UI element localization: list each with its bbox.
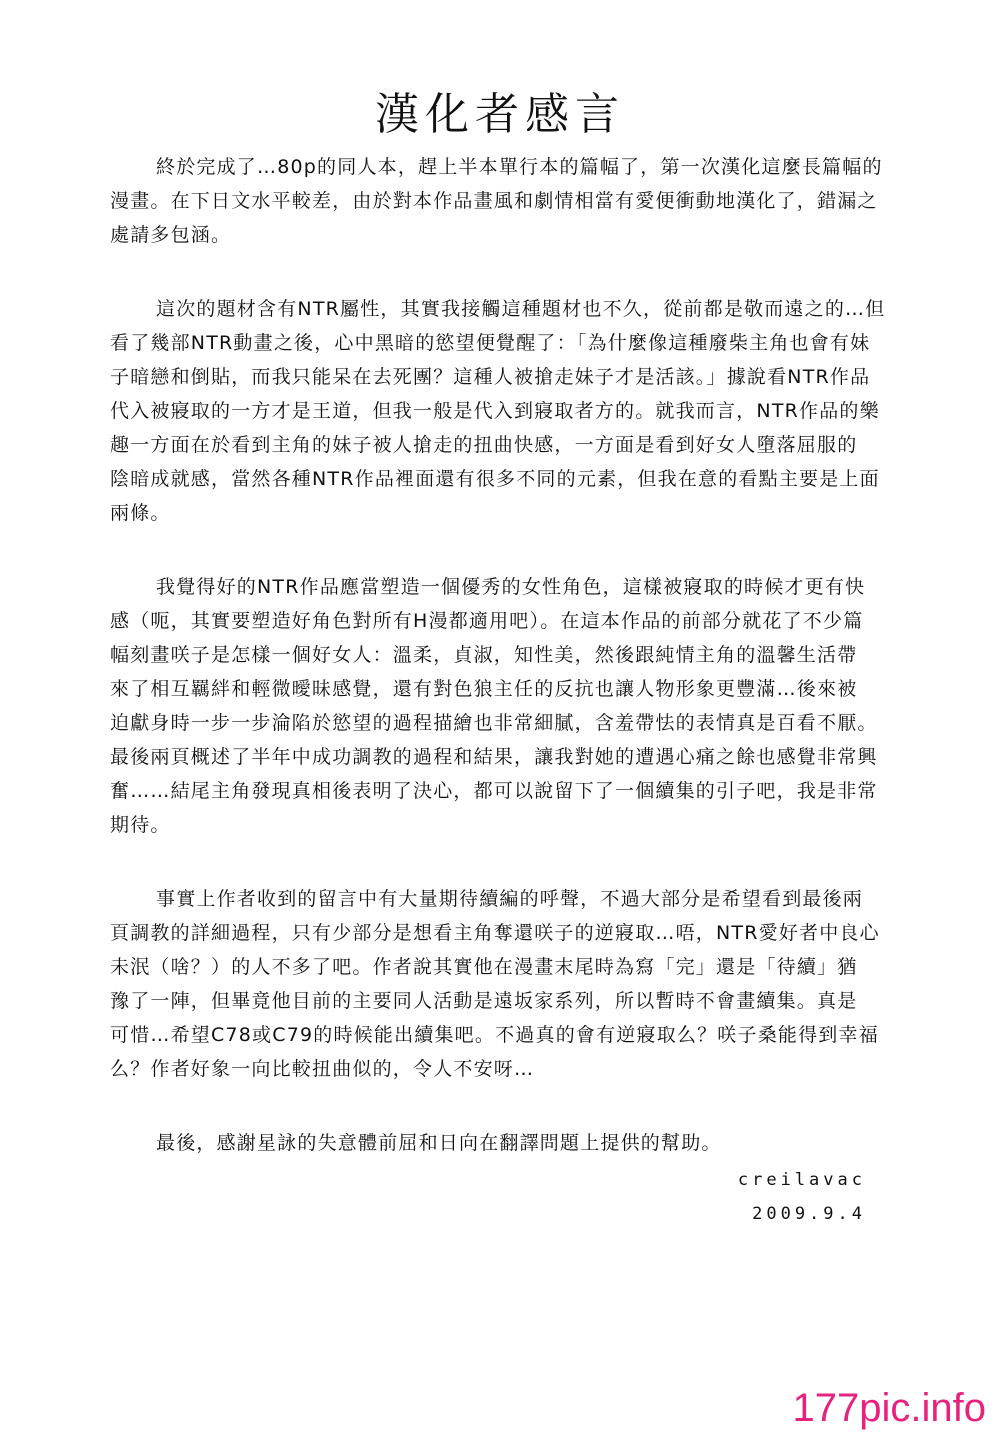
paragraph-line: 陰暗成就感，當然各種NTR作品裡面還有很多不同的元素，但我在意的看點主要是上面 (110, 468, 880, 490)
paragraph-line: 迫獻身時一步一步淪陷於慾望的過程描繪也非常細膩，含羞帶怯的表情真是百看不厭。 (110, 712, 878, 734)
body-text (110, 150, 900, 1200)
paragraph-line: 這次的題材含有NTR屬性，其實我接觸這種題材也不久，從前都是敬而遠之的…但 (156, 298, 886, 320)
paragraph-line: 奮……結尾主角發現真相後表明了決心，都可以說留下了一個續集的引子吧，我是非常 (110, 780, 878, 802)
paragraph-line: 代入被寢取的一方才是王道，但我一般是代入到寢取者方的。就我而言，NTR作品的樂 (110, 400, 880, 422)
paragraph-line: 看了幾部NTR動畫之後，心中黑暗的慾望便覺醒了：「為什麼像這種廢柴主角也會有妹 (110, 332, 871, 354)
paragraph-2 (110, 292, 900, 530)
signature (738, 1163, 866, 1231)
paragraph-3 (110, 570, 900, 842)
watermark: 177pic.info (792, 1386, 986, 1430)
paragraph-line: 趣一方面在於看到主角的妹子被人搶走的扭曲快感，一方面是看到好女人墮落屈服的 (110, 434, 858, 456)
paragraph-line: 漫畫。在下日文水平較差，由於對本作品畫風和劇情相當有愛便衝動地漢化了，錯漏之 (110, 190, 878, 212)
paragraph-line: 最後，感謝星詠的失意體前屈和日向在翻譯問題上提供的幫助。 (156, 1132, 722, 1154)
paragraph-line: 來了相互羈絆和輕微曖昧感覺，還有對色狼主任的反抗也讓人物形象更豐滿…後來被 (110, 678, 858, 700)
paragraph-line: 未泯（啥？）的人不多了吧。作者說其實他在漫畫末尾時為寫「完」還是「待續」猶 (110, 956, 858, 978)
paragraph-line: 兩條。 (110, 502, 171, 524)
paragraph-line: 幅刻畫咲子是怎樣一個好女人：溫柔，貞淑，知性美，然後跟純情主角的溫馨生活帶 (110, 644, 858, 666)
paragraph-line: 終於完成了…80p的同人本，趕上半本單行本的篇幅了，第一次漢化這麼長篇幅的 (156, 156, 883, 178)
paragraph-line: 我覺得好的NTR作品應當塑造一個優秀的女性角色，這樣被寢取的時候才更有快 (156, 576, 866, 598)
signature-name: creilavac (737, 1170, 866, 1190)
paragraph-line: 么？作者好象一向比較扭曲似的，令人不安呀… (110, 1058, 535, 1080)
paragraph-5 (110, 1126, 900, 1160)
paragraph-line: 豫了一陣，但畢竟他目前的主要同人活動是遠坂家系列，所以暫時不會畫續集。真是 (110, 990, 858, 1012)
paragraph-line: 期待。 (110, 814, 171, 836)
paragraph-line: 感（呃，其實要塑造好角色對所有H漫都適用吧）。在這本作品的前部分就花了不少篇 (110, 610, 864, 632)
paragraph-line: 子暗戀和倒貼，而我只能呆在去死團？這種人被搶走妹子才是活該。」據說看NTR作品 (110, 366, 871, 388)
signature-date: 2009.9.4 (752, 1204, 866, 1224)
paragraph-line: 處請多包涵。 (110, 224, 232, 246)
paragraph-line: 頁調教的詳細過程，只有少部分是想看主角奪還咲子的逆寢取…唔，NTR愛好者中良心 (110, 922, 880, 944)
paragraph-line: 最後兩頁概述了半年中成功調教的過程和結果，讓我對她的遭遇心痛之餘也感覺非常興 (110, 746, 878, 768)
paragraph-4 (110, 882, 900, 1086)
paragraph-line: 事實上作者收到的留言中有大量期待續編的呼聲，不過大部分是希望看到最後兩 (156, 888, 864, 910)
paragraph-line: 可惜…希望C78或C79的時候能出續集吧。不過真的會有逆寢取么？咲子桑能得到幸福 (110, 1024, 879, 1046)
paragraph-1 (110, 150, 900, 252)
page-title: 漢化者感言 (375, 89, 625, 140)
